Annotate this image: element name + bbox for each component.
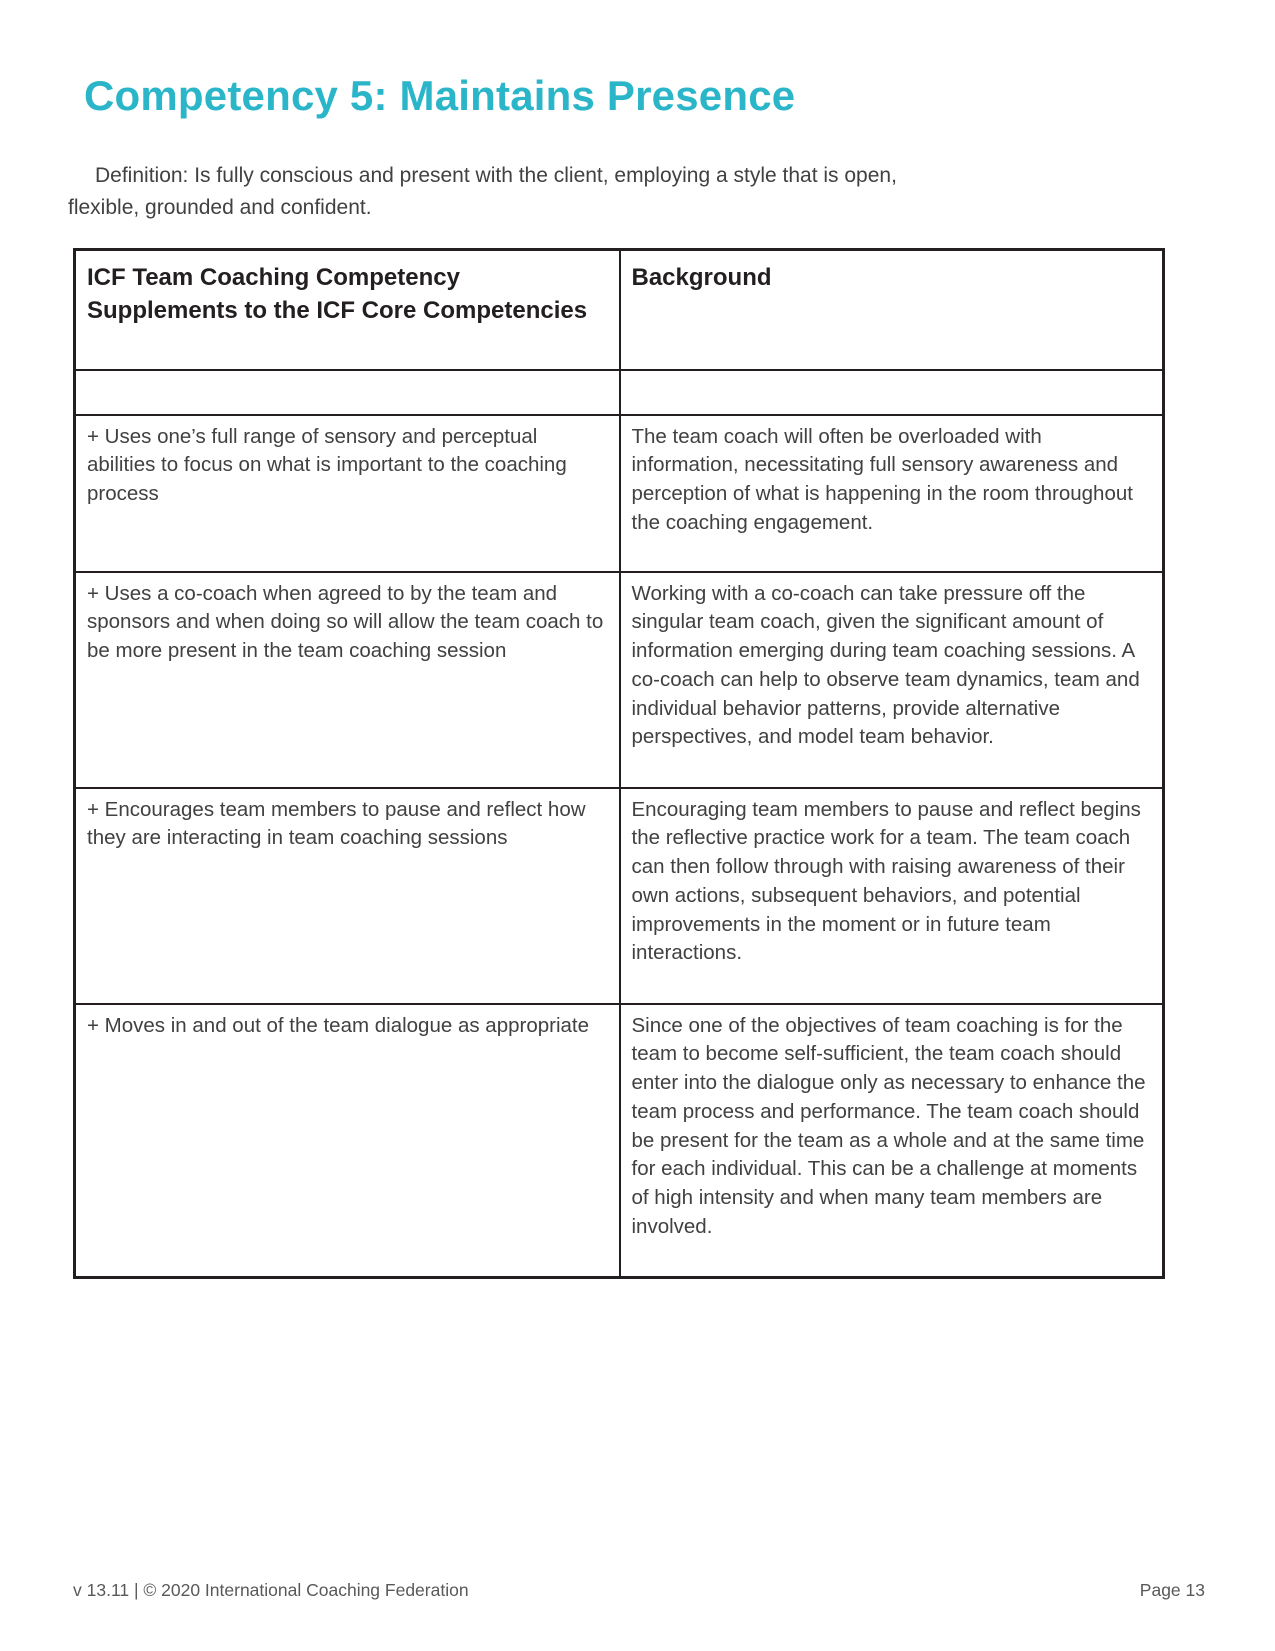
table-row <box>75 788 1164 1004</box>
table-row <box>75 415 1164 572</box>
competency-definition: Definition: Is fully conscious and present with the client, employing a style that is open, flexible, grounded and confident. <box>68 164 897 219</box>
competency-cell: + Encourages team members to pause and reflect how they are interacting in team coaching sessions <box>75 788 620 1004</box>
table-row <box>75 572 1164 788</box>
background-cell: Encouraging team members to pause and reflect begins the reflective practice work for a team. The team coach can then follow through with raising awareness of their own actions, subsequent behaviors, and potential improvements in the moment or in future team interactions. <box>620 788 1164 1004</box>
competency-cell: + Uses a co-coach when agreed to by the team and sponsors and when doing so will allow the team coach to be more present in the team coaching session <box>75 572 620 788</box>
footer-page-number: Page 13 <box>1139 1580 1205 1600</box>
footer-version-copyright: v 13.11 | © 2020 International Coaching Federation <box>73 1580 469 1600</box>
background-cell: The team coach will often be overloaded with information, necessitating full sensory awareness and perception of what is happening in the room throughout the coaching engagement. <box>620 415 1164 572</box>
competency-cell: + Moves in and out of the team dialogue as appropriate <box>75 1004 620 1278</box>
column-header-background: Background <box>620 250 1164 370</box>
competency-table <box>73 248 1165 1279</box>
column-header-competency: ICF Team Coaching Competency Supplements to the ICF Core Competencies <box>75 250 620 370</box>
table-header-row <box>75 250 1164 370</box>
background-cell: Working with a co-coach can take pressure off the singular team coach, given the significant amount of information emerging during team coaching sessions. A co-coach can help to observe team dynamics, team and individual behavior patterns, provide alternative perspectives, and model team behavior. <box>620 572 1164 788</box>
competency-cell: + Uses one’s full range of sensory and perceptual abilities to focus on what is important to the coaching process <box>75 415 620 572</box>
page-title: Competency 5: Maintains Presence <box>84 72 796 119</box>
background-cell: Since one of the objectives of team coaching is for the team to become self-sufficient, the team coach should enter into the dialogue only as necessary to enhance the team process and performance. The team coach should be present for the team as a whole and at the same time for each individual. This can be a challenge at moments of high intensity and when many team members are involved. <box>620 1004 1164 1278</box>
empty-cell <box>620 370 1164 415</box>
page-footer <box>73 1580 1205 1601</box>
empty-cell <box>75 370 620 415</box>
table-empty-row <box>75 370 1164 415</box>
table-row <box>75 1004 1164 1278</box>
